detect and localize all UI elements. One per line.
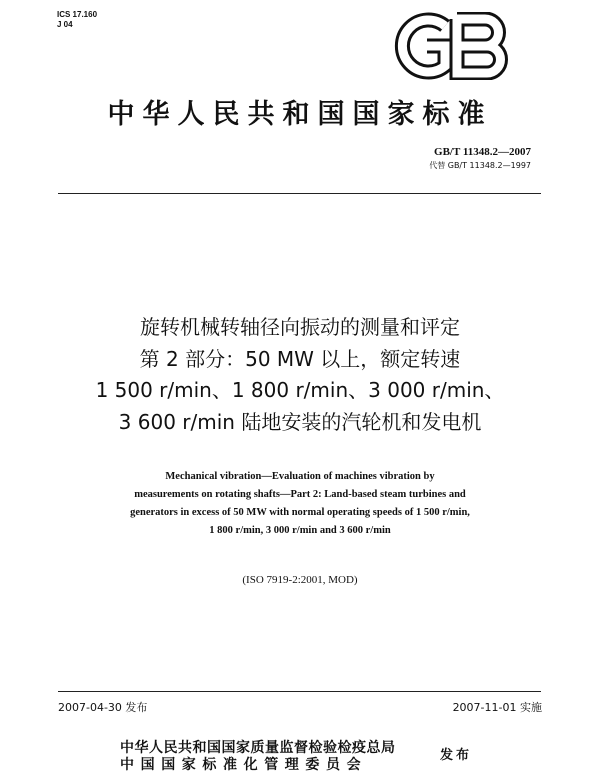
chinese-title-line: 1 500 r/min、1 800 r/min、3 000 r/min、 — [95, 378, 505, 402]
standard-code: GB/T 11348.2—2007 — [434, 146, 531, 158]
english-title-line: Mechanical vibration—Evaluation of machines vibration by — [165, 471, 435, 482]
gb-logo — [393, 12, 511, 80]
issuer-line-2: 中国国家标准化管理委员会 — [120, 757, 368, 773]
top-divider — [58, 193, 541, 194]
iso-reference: (ISO 7919-2:2001, MOD) — [242, 574, 358, 586]
chinese-title — [0, 312, 600, 438]
issuer-line-1: 中华人民共和国国家质量监督检验检疫总局 — [120, 740, 396, 756]
implementation-date: 2007-11-01 实施 — [452, 701, 542, 714]
issue-date: 2007-04-30 发布 — [58, 701, 148, 714]
ics-block — [57, 10, 97, 30]
ics-code: ICS 17.160 — [57, 10, 98, 19]
publish-label: 发布 — [440, 748, 473, 763]
chinese-title-line: 3 600 r/min 陆地安装的汽轮机和发电机 — [118, 409, 482, 434]
english-title — [20, 468, 580, 540]
english-title-line: measurements on rotating shafts—Part 2: Land-based steam turbines and — [134, 489, 466, 500]
bottom-divider — [58, 691, 541, 692]
chinese-title-line: 第 2 部分：50 MW 以上，额定转速 — [139, 346, 461, 371]
replaced-standard: 代替 GB/T 11348.2—1997 — [429, 161, 531, 170]
chinese-title-line: 旋转机械转轴径向振动的测量和评定 — [140, 315, 460, 339]
english-title-line: 1 800 r/min, 3 000 r/min and 3 600 r/min — [209, 525, 391, 536]
english-title-line: generators in excess of 50 MW with normal operating speeds of 1 500 r/min, — [130, 507, 470, 518]
category-code: J 04 — [57, 20, 73, 29]
standard-title: 中华人民共和国国家标准 — [107, 99, 493, 130]
